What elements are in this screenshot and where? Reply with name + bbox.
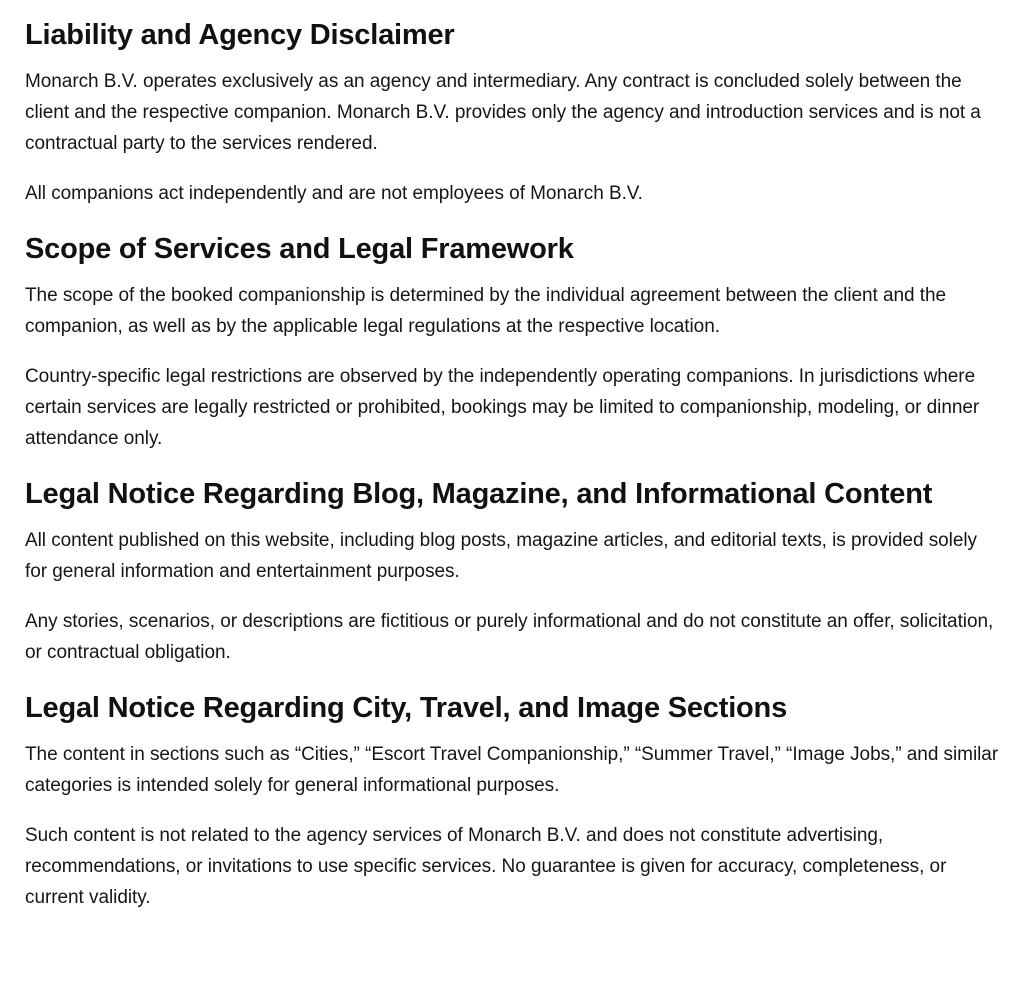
paragraph: The content in sections such as “Cities,” “Escort Travel Companionship,” “Summer Travel,” “Image Jobs,” and similar categories is intended solely for general informational purposes. xyxy=(25,744,999,796)
section-blog-magazine-notice xyxy=(25,473,1004,668)
paragraph: Such content is not related to the agency services of Monarch B.V. and does not constitute advertising, recommendations, or invitations to use specific services. No guarantee is given for accuracy, completeness, or current validity. xyxy=(25,825,947,908)
section-city-travel-image-notice xyxy=(25,687,1004,913)
paragraph: All companions act independently and are not employees of Monarch B.V. xyxy=(25,183,643,204)
paragraph: The scope of the booked companionship is determined by the individual agreement between the client and the companion, as well as by the applicable legal regulations at the respective location. xyxy=(25,285,947,337)
section-liability-disclaimer xyxy=(25,14,1004,209)
paragraph: All content published on this website, including blog posts, magazine articles, and editorial texts, is provided solely for general information and entertainment purposes. xyxy=(25,530,977,582)
section-title: Scope of Services and Legal Framework xyxy=(25,233,574,265)
paragraph: Country-specific legal restrictions are observed by the independently operating companions. In jurisdictions where certain services are legally restricted or prohibited, bookings may be limited to companionship, modeling, or dinner attendance only. xyxy=(25,366,980,449)
paragraph: Any stories, scenarios, or descriptions are fictitious or purely informational and do not constitute an offer, solicitation, or contractual obligation. xyxy=(25,611,994,663)
section-title: Legal Notice Regarding Blog, Magazine, and Informational Content xyxy=(25,478,933,510)
section-title: Liability and Agency Disclaimer xyxy=(25,19,455,51)
section-scope-of-services xyxy=(25,228,1004,454)
section-title: Legal Notice Regarding City, Travel, and Image Sections xyxy=(25,692,788,724)
paragraph: Monarch B.V. operates exclusively as an agency and intermediary. Any contract is concluded solely between the client and the respective companion. Monarch B.V. provides only the agency and introduction services and is not a contractual party to the services rendered. xyxy=(25,71,981,154)
